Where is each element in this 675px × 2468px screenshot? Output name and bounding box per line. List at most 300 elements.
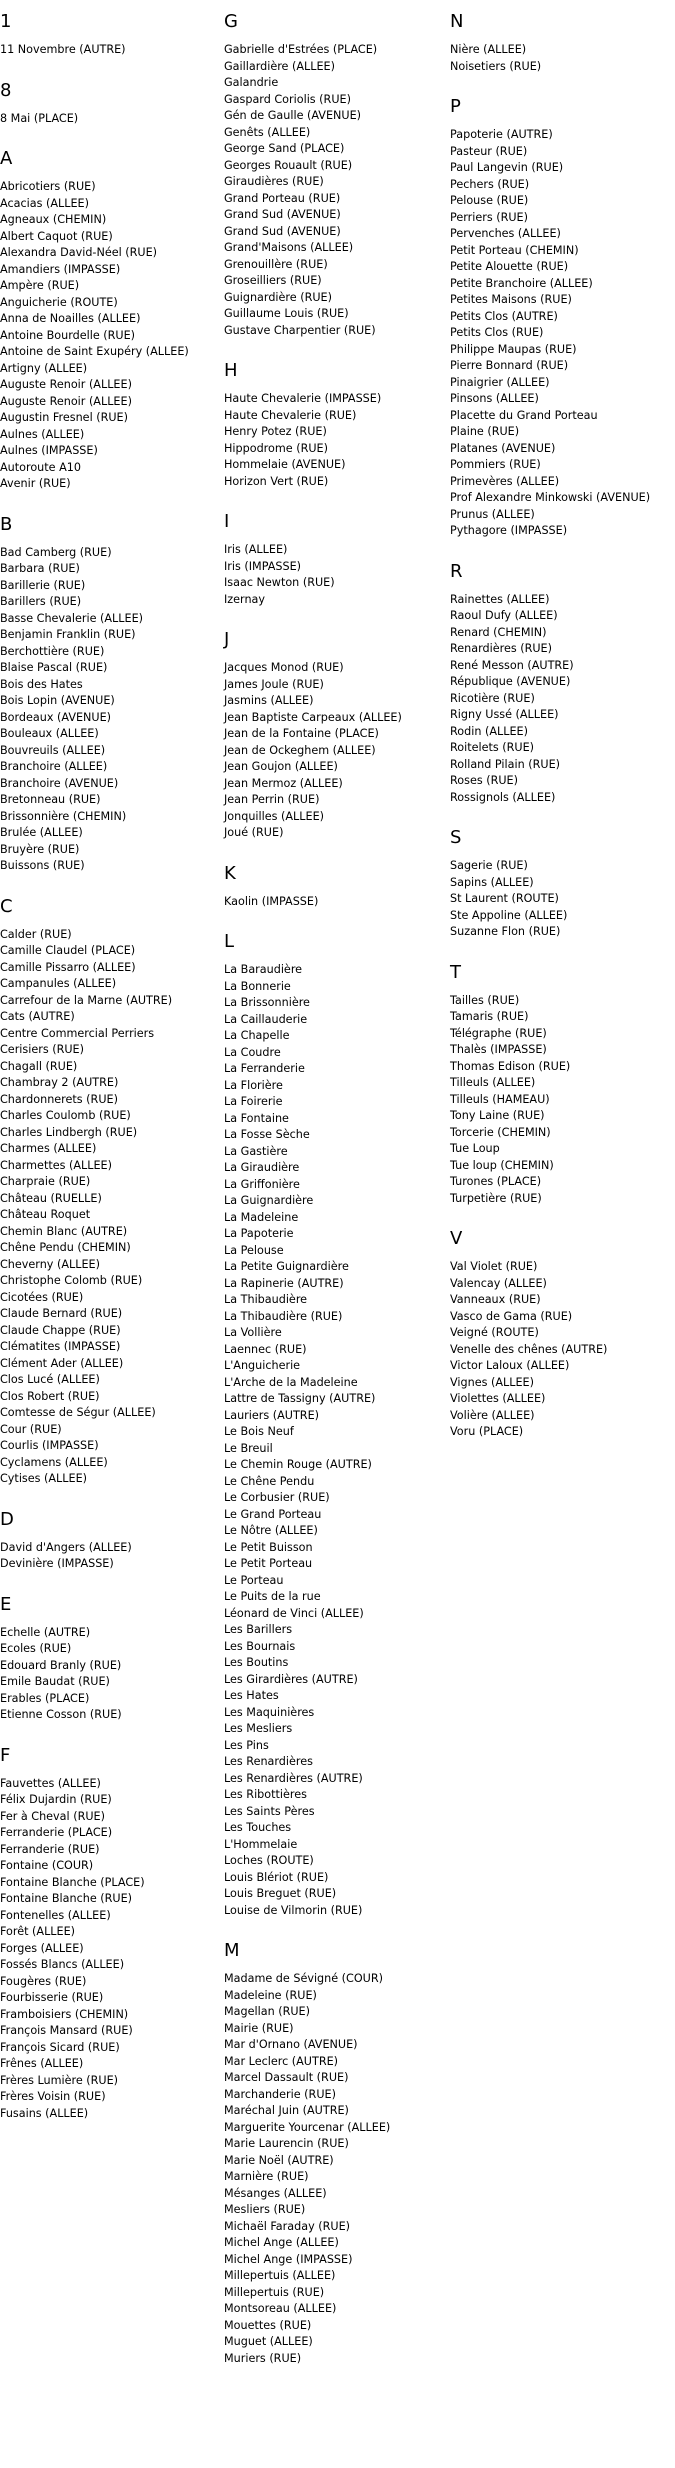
street-item: Mouettes (RUE)	[224, 2318, 312, 2332]
section-heading: R	[450, 560, 463, 582]
letter-section	[224, 1941, 446, 2367]
street-item: Izernay	[224, 592, 266, 606]
street-item: Cicotées (RUE)	[0, 1290, 84, 1304]
street-item: Frères Voisin (RUE)	[0, 2090, 106, 2103]
street-item: Echelle (AUTRE)	[0, 1625, 91, 1639]
street-item: Framboisiers (CHEMIN)	[0, 2007, 129, 2021]
street-item: Benjamin Franklin (RUE)	[0, 628, 136, 641]
street-item: Augustin Fresnel (RUE)	[0, 411, 128, 424]
street-item: Blaise Pascal (RUE)	[0, 661, 108, 674]
street-item: Jean Mermoz (ALLEE)	[224, 776, 343, 790]
street-item: La Fosse Sèche	[224, 1128, 310, 1141]
street-item: Forêt (ALLEE)	[0, 1925, 76, 1938]
street-item: Erables (PLACE)	[0, 1691, 90, 1705]
street-item: Muriers (RUE)	[224, 2351, 302, 2365]
street-item: Gaspard Coriolis (RUE)	[224, 92, 351, 106]
street-item: Mesliers (RUE)	[224, 2203, 306, 2216]
street-item: Bois Lopin (AVENUE)	[0, 694, 115, 707]
street-item: Sapins (ALLEE)	[450, 875, 534, 889]
street-item: Marnière (RUE)	[224, 2170, 309, 2183]
street-item: La Florière	[224, 1078, 283, 1092]
street-item: Le Breuil	[224, 1441, 273, 1455]
street-item: Georges Rouault (RUE)	[224, 158, 353, 172]
street-item: Marie Laurencin (RUE)	[224, 2137, 349, 2150]
section-heading: M	[224, 1940, 240, 1961]
street-item: Buissons (RUE)	[0, 859, 85, 872]
street-item: Montsoreau (ALLEE)	[224, 2302, 337, 2315]
street-item: Galandrie	[224, 76, 279, 89]
street-item: Volière (ALLEE)	[450, 1408, 535, 1422]
street-item: Maréchal Juin (AUTRE)	[224, 2104, 349, 2117]
street-item: La Caillauderie	[224, 1012, 308, 1026]
letter-section	[224, 361, 446, 490]
street-item: René Messon (AUTRE)	[450, 658, 574, 672]
street-item: L'Arche de la Madeleine	[224, 1375, 358, 1389]
letter-section	[0, 1746, 222, 2123]
letter-section	[0, 81, 222, 128]
section-heading: V	[450, 1228, 463, 1249]
street-item: Mar d'Ornano (AVENUE)	[224, 2038, 358, 2051]
street-item: Hippodrome (RUE)	[224, 441, 328, 455]
street-item: Iris (ALLEE)	[224, 543, 288, 556]
street-item: Anguicherie (ROUTE)	[0, 295, 118, 309]
street-item: Aulnes (ALLEE)	[0, 427, 85, 441]
street-item: Plaine (RUE)	[450, 425, 520, 438]
street-item: Le Puits de la rue	[224, 1590, 321, 1603]
street-item: Isaac Newton (RUE)	[224, 576, 335, 589]
street-item: Grand'Maisons (ALLEE)	[224, 241, 354, 254]
street-item: Tamaris (RUE)	[450, 1010, 529, 1023]
street-item: Amandiers (IMPASSE)	[0, 262, 121, 276]
street-item: Jonquilles (ALLEE)	[224, 809, 325, 823]
street-item: Fontaine Blanche (RUE)	[0, 1892, 133, 1905]
street-item: Cheverny (ALLEE)	[0, 1257, 100, 1271]
street-item: Michaël Faraday (RUE)	[224, 2219, 351, 2233]
street-item: Centre Commercial Perriers	[0, 1026, 155, 1040]
street-item: Cats (AUTRE)	[0, 1010, 75, 1023]
street-item: Rossignols (ALLEE)	[450, 790, 556, 804]
street-item: Artigny (ALLEE)	[0, 361, 88, 375]
section-heading: K	[224, 862, 236, 884]
street-item: Iris (IMPASSE)	[224, 559, 302, 573]
street-item: Ste Appoline (ALLEE)	[450, 908, 568, 922]
section-heading: I	[224, 511, 230, 532]
street-item: 8 Mai (PLACE)	[0, 111, 79, 125]
street-item: Haute Chevalerie (RUE)	[224, 408, 357, 422]
section-heading: C	[0, 895, 13, 917]
street-item: Loches (ROUTE)	[224, 1854, 314, 1867]
street-item: Nière (ALLEE)	[450, 43, 527, 56]
street-item: Fusains (ALLEE)	[0, 2106, 89, 2120]
street-item: Les Bournais	[224, 1639, 296, 1653]
street-item: Roitelets (RUE)	[450, 741, 535, 754]
street-item: Torcerie (CHEMIN)	[450, 1125, 551, 1139]
street-item: Château Roquet	[0, 1208, 91, 1221]
street-item: Frères Lumière (RUE)	[0, 2073, 119, 2087]
street-item: Etienne Cosson (RUE)	[0, 1708, 122, 1721]
street-item: Berchottière (RUE)	[0, 644, 105, 658]
section-heading: S	[450, 827, 462, 848]
street-item: Tailles (RUE)	[450, 993, 520, 1007]
street-item: Antoine Bourdelle (RUE)	[0, 328, 136, 342]
street-item: Jasmins (ALLEE)	[224, 694, 314, 707]
street-item: Forges (ALLEE)	[0, 1941, 84, 1955]
street-item: Félix Dujardin (RUE)	[0, 1793, 112, 1806]
street-item: Le Chêne Pendu	[224, 1474, 315, 1488]
section-heading: J	[224, 629, 230, 650]
letter-section	[450, 562, 672, 807]
street-item: Fontenelles (ALLEE)	[0, 1908, 111, 1922]
street-item: Hommelaie (AVENUE)	[224, 458, 346, 471]
street-item: Turpetière (RUE)	[450, 1191, 542, 1205]
section-heading: 1	[0, 11, 12, 32]
section-heading: 8	[0, 79, 12, 101]
street-item: Chardonnerets (RUE)	[0, 1092, 118, 1106]
street-item: Platanes (AVENUE)	[450, 441, 556, 455]
street-item: Pythagore (IMPASSE)	[450, 524, 568, 537]
street-item: Paul Langevin (RUE)	[450, 161, 564, 174]
street-item: Jean de la Fontaine (PLACE)	[224, 727, 379, 740]
street-item: Camille Pissarro (ALLEE)	[0, 960, 136, 974]
street-item: Auguste Renoir (ALLEE)	[0, 394, 132, 408]
street-item: Edouard Branly (RUE)	[0, 1658, 122, 1672]
street-item: La Bonnerie	[224, 979, 291, 993]
street-item: Millepertuis (ALLEE)	[224, 2269, 336, 2282]
letter-section	[0, 149, 222, 493]
street-item: Vasco de Gama (RUE)	[450, 1309, 573, 1323]
street-item: Clément Ader (ALLEE)	[0, 1356, 124, 1370]
street-index-column-3	[450, 0, 672, 1463]
street-item: Brulée (ALLEE)	[0, 826, 83, 839]
street-item: Tue Loup	[450, 1142, 500, 1155]
street-item: Aulnes (IMPASSE)	[0, 444, 98, 457]
section-heading: A	[0, 148, 13, 169]
street-item: Petits Clos (AUTRE)	[450, 309, 558, 323]
street-item: L'Hommelaie	[224, 1837, 298, 1851]
street-item: Guignardière (RUE)	[224, 290, 332, 304]
street-item: Val Violet (RUE)	[450, 1260, 538, 1273]
street-item: Groseilliers (RUE)	[224, 274, 322, 287]
street-item: Millepertuis (RUE)	[224, 2285, 325, 2299]
street-item: Charles Coulomb (RUE)	[0, 1109, 131, 1122]
street-item: Fauvettes (ALLEE)	[0, 1776, 101, 1790]
street-item: François Sicard (RUE)	[0, 2040, 120, 2054]
street-item: Tony Laine (RUE)	[450, 1109, 545, 1122]
street-item: Louise de Vilmorin (RUE)	[224, 1903, 363, 1917]
section-heading: L	[224, 931, 235, 952]
street-item: Barillerie (RUE)	[0, 578, 86, 592]
street-item: Raoul Dufy (ALLEE)	[450, 609, 558, 622]
street-item: Le Bois Neuf	[224, 1425, 294, 1438]
street-item: Jean Goujon (ALLEE)	[224, 760, 338, 773]
street-item: Barillers (RUE)	[0, 595, 82, 608]
street-item: Le Petit Porteau	[224, 1557, 313, 1570]
letter-section	[0, 515, 222, 875]
street-item: Bordeaux (AVENUE)	[0, 710, 112, 724]
street-item: Veigné (ROUTE)	[450, 1326, 539, 1339]
street-item: Marie Noël (AUTRE)	[224, 2153, 334, 2167]
letter-section	[224, 12, 446, 339]
street-item: Violettes (ALLEE)	[450, 1392, 546, 1405]
street-item: Ricotière (RUE)	[450, 691, 535, 705]
street-item: Mésanges (ALLEE)	[224, 2186, 327, 2200]
street-item: Pelouse (RUE)	[450, 194, 529, 207]
street-item: Charmes (ALLEE)	[0, 1142, 97, 1155]
street-item: 11 Novembre (AUTRE)	[0, 43, 126, 56]
street-item: Les Renardières	[224, 1755, 313, 1768]
street-item: Louis Breguet (RUE)	[224, 1887, 337, 1900]
street-item: Ecoles (RUE)	[0, 1642, 72, 1655]
street-item: Bouleaux (ALLEE)	[0, 727, 99, 740]
street-item: La Foirerie	[224, 1095, 283, 1108]
street-item: Thalès (IMPASSE)	[450, 1043, 547, 1056]
street-item: La Brissonnière	[224, 996, 310, 1009]
street-item: Anna de Noailles (ALLEE)	[0, 312, 141, 325]
street-item: Antoine de Saint Exupéry (ALLEE)	[0, 345, 189, 358]
street-item: Pinaigrier (ALLEE)	[450, 375, 550, 389]
street-item: Ferranderie (PLACE)	[0, 1826, 113, 1839]
street-item: Les Hates	[224, 1689, 279, 1702]
street-item: Comtesse de Ségur (ALLEE)	[0, 1406, 156, 1419]
street-item: Michel Ange (ALLEE)	[224, 2236, 339, 2249]
street-item: Charles Lindbergh (RUE)	[0, 1125, 138, 1139]
street-item: Devinière (IMPASSE)	[0, 1557, 114, 1570]
street-item: Ferranderie (RUE)	[0, 1842, 100, 1856]
street-item: Clos Lucé (ALLEE)	[0, 1373, 100, 1386]
street-item: Magellan (RUE)	[224, 2005, 310, 2018]
street-item: Valencay (ALLEE)	[450, 1276, 547, 1290]
street-item: Chagall (RUE)	[0, 1059, 78, 1073]
section-heading: H	[224, 360, 238, 381]
street-item: Cour (RUE)	[0, 1422, 62, 1436]
letter-section	[224, 512, 446, 608]
section-heading: F	[0, 1744, 11, 1766]
street-index-column-1	[0, 0, 222, 2144]
street-item: Pommiers (RUE)	[450, 458, 541, 471]
street-item: Tue loup (CHEMIN)	[450, 1158, 554, 1172]
street-item: Les Mesliers	[224, 1722, 293, 1735]
letter-section	[224, 864, 446, 911]
street-item: Renardières (RUE)	[450, 642, 552, 655]
street-item: Voru (PLACE)	[450, 1425, 524, 1438]
street-item: Léonard de Vinci (ALLEE)	[224, 1606, 364, 1620]
street-item: Philippe Maupas (RUE)	[450, 342, 577, 356]
street-item: La Gastière	[224, 1144, 288, 1158]
street-item: Le Porteau	[224, 1573, 284, 1587]
street-item: La Petite Guignardière	[224, 1260, 349, 1273]
street-item: La Baraudière	[224, 963, 303, 976]
street-item: Clos Robert (RUE)	[0, 1389, 100, 1403]
section-heading: P	[450, 96, 461, 117]
street-item: Gén de Gaulle (AVENUE)	[224, 109, 362, 122]
street-item: Le Chemin Rouge (AUTRE)	[224, 1458, 372, 1471]
street-item: Claude Chappe (RUE)	[0, 1323, 121, 1337]
street-item: Les Barillers	[224, 1623, 293, 1636]
street-item: Fontaine Blanche (PLACE)	[0, 1875, 145, 1889]
section-heading: D	[0, 1508, 14, 1530]
street-item: Petite Branchoire (ALLEE)	[450, 276, 593, 290]
street-item: La Papoterie	[224, 1227, 294, 1240]
street-item: La Guignardière	[224, 1194, 314, 1207]
street-item: Chemin Blanc (AUTRE)	[0, 1224, 128, 1238]
street-item: Chambray 2 (AUTRE)	[0, 1076, 119, 1089]
street-item: Roses (RUE)	[450, 774, 518, 787]
street-item: Les Renardières (AUTRE)	[224, 1771, 363, 1785]
street-item: Bretonneau (RUE)	[0, 793, 101, 806]
street-item: La Thibaudière (RUE)	[224, 1309, 343, 1323]
section-heading: B	[0, 513, 13, 535]
street-item: Fossés Blancs (ALLEE)	[0, 1958, 125, 1971]
street-item: Grenouillère (RUE)	[224, 257, 328, 271]
street-item: Grand Porteau (RUE)	[224, 191, 341, 205]
street-item: Petites Maisons (RUE)	[450, 293, 572, 306]
street-item: Genêts (ALLEE)	[224, 125, 311, 139]
street-item: Les Boutins	[224, 1656, 289, 1669]
street-item: Vignes (ALLEE)	[450, 1375, 534, 1389]
street-item: La Rapinerie (AUTRE)	[224, 1276, 344, 1290]
street-item: Horizon Vert (RUE)	[224, 474, 329, 488]
street-index-column-2	[224, 0, 446, 2389]
street-item: La Ferranderie	[224, 1062, 305, 1075]
street-item: La Pelouse	[224, 1243, 284, 1257]
letter-section	[224, 630, 446, 842]
letter-section	[450, 963, 672, 1208]
street-item: Prunus (ALLEE)	[450, 507, 535, 521]
street-item: Campanules (ALLEE)	[0, 977, 117, 990]
letter-section	[450, 1229, 672, 1441]
street-item: Kaolin (IMPASSE)	[224, 894, 319, 908]
street-item: Gaillardière (ALLEE)	[224, 59, 335, 73]
street-item: La Chapelle	[224, 1029, 290, 1042]
street-item: Rodin (ALLEE)	[450, 724, 528, 738]
street-item: Petit Porteau (CHEMIN)	[450, 243, 579, 257]
street-item: Calder (RUE)	[0, 927, 72, 941]
street-item: David d'Angers (ALLEE)	[0, 1540, 132, 1554]
street-item: Placette du Grand Porteau	[450, 408, 598, 422]
street-item: La Coudre	[224, 1045, 281, 1059]
street-item: Pinsons (ALLEE)	[450, 392, 539, 405]
street-item: Mairie (RUE)	[224, 2021, 294, 2035]
street-item: Victor Laloux (ALLEE)	[450, 1359, 570, 1372]
street-item: La Griffonière	[224, 1177, 300, 1191]
street-item: Bad Camberg (RUE)	[0, 545, 112, 559]
letter-section	[0, 1510, 222, 1573]
street-item: Bruyère (RUE)	[0, 842, 80, 856]
street-item: Branchoire (AVENUE)	[0, 776, 119, 790]
street-item: Louis Blériot (RUE)	[224, 1870, 329, 1884]
street-item: Christophe Colomb (RUE)	[0, 1274, 143, 1287]
street-item: Les Ribottières	[224, 1788, 307, 1801]
street-item: Guillaume Louis (RUE)	[224, 307, 349, 320]
street-item: Le Petit Buisson	[224, 1540, 313, 1554]
street-item: Charmettes (ALLEE)	[0, 1158, 112, 1172]
street-item: Emile Baudat (RUE)	[0, 1675, 110, 1688]
street-item: Haute Chevalerie (IMPASSE)	[224, 392, 382, 405]
street-item: Agneaux (CHEMIN)	[0, 213, 107, 226]
street-item: Le Corbusier (RUE)	[224, 1491, 330, 1504]
street-item: La Giraudière	[224, 1161, 300, 1174]
street-item: Rainettes (ALLEE)	[450, 592, 550, 606]
street-item: St Laurent (ROUTE)	[450, 892, 559, 905]
street-item: Les Girardières (AUTRE)	[224, 1672, 358, 1686]
letter-section	[0, 12, 222, 59]
street-item: Bouvreuils (ALLEE)	[0, 743, 106, 757]
street-item: Perriers (RUE)	[450, 210, 528, 224]
letter-section	[0, 897, 222, 1488]
street-item: Grand Sud (AVENUE)	[224, 224, 341, 238]
street-item: Jean de Ockeghem (ALLEE)	[224, 743, 376, 757]
street-item: Auguste Renoir (ALLEE)	[0, 378, 132, 391]
street-item: Tilleuls (HAMEAU)	[450, 1092, 550, 1106]
street-item: Jean Perrin (RUE)	[224, 793, 320, 806]
street-item: République (AVENUE)	[450, 675, 571, 688]
letter-section	[450, 12, 672, 75]
street-item: Télégraphe (RUE)	[450, 1026, 547, 1040]
street-item: Le Grand Porteau	[224, 1507, 322, 1521]
street-item: Rolland Pilain (RUE)	[450, 757, 561, 771]
street-item: Avenir (RUE)	[0, 477, 71, 490]
street-item: Grand Sud (AVENUE)	[224, 208, 341, 221]
street-item: Pechers (RUE)	[450, 177, 530, 191]
street-item: Abricotiers (RUE)	[0, 180, 96, 193]
street-item: Muguet (ALLEE)	[224, 2335, 313, 2348]
street-item: Alexandra David-Néel (RUE)	[0, 246, 158, 259]
street-item: Camille Claudel (PLACE)	[0, 944, 136, 957]
street-item: Bois des Hates	[0, 677, 83, 691]
street-item: Ampère (RUE)	[0, 279, 80, 292]
street-item: Mar Leclerc (AUTRE)	[224, 2054, 339, 2068]
street-item: Carrefour de la Marne (AUTRE)	[0, 993, 173, 1007]
street-item: Frênes (ALLEE)	[0, 2057, 84, 2070]
street-item: Noisetiers (RUE)	[450, 59, 542, 73]
street-item: Les Pins	[224, 1738, 269, 1752]
street-item: Cerisiers (RUE)	[0, 1043, 84, 1056]
street-item: Fougères (RUE)	[0, 1974, 87, 1988]
street-item: Le Nôtre (ALLEE)	[224, 1524, 318, 1537]
street-item: George Sand (PLACE)	[224, 142, 345, 155]
street-item: Marcel Dassault (RUE)	[224, 2071, 349, 2084]
street-item: Basse Chevalerie (ALLEE)	[0, 611, 144, 625]
street-item: Turones (PLACE)	[450, 1175, 542, 1188]
street-item: Clématites (IMPASSE)	[0, 1340, 121, 1353]
street-item: Pierre Bonnard (RUE)	[450, 359, 569, 372]
street-item: Les Touches	[224, 1821, 292, 1834]
street-item: Lauriers (AUTRE)	[224, 1408, 320, 1422]
street-item: Prof Alexandre Minkowski (AVENUE)	[450, 491, 651, 504]
letter-section	[450, 828, 672, 941]
street-item: Les Maquinières	[224, 1705, 315, 1719]
street-item: La Fontaine	[224, 1111, 289, 1125]
street-item: Joué (RUE)	[224, 826, 284, 839]
letter-section	[450, 97, 672, 540]
street-item: Petite Alouette (RUE)	[450, 260, 569, 273]
section-heading: G	[224, 11, 238, 32]
street-item: Laennec (RUE)	[224, 1342, 307, 1356]
street-item: Rigny Ussé (ALLEE)	[450, 708, 559, 721]
letter-section	[224, 932, 446, 1919]
street-item: James Joule (RUE)	[224, 677, 324, 691]
street-item: Château (RUELLE)	[0, 1191, 102, 1205]
street-item: Michel Ange (IMPASSE)	[224, 2252, 353, 2266]
street-item: François Mansard (RUE)	[0, 2024, 133, 2037]
street-item: Branchoire (ALLEE)	[0, 760, 108, 773]
street-item: La Thibaudière	[224, 1293, 308, 1306]
street-item: Thomas Edison (RUE)	[450, 1059, 571, 1073]
street-item: La Vollière	[224, 1326, 282, 1339]
street-item: Cyclamens (ALLEE)	[0, 1455, 108, 1469]
street-item: Primevères (ALLEE)	[450, 474, 560, 488]
street-item: Marguerite Yourcenar (ALLEE)	[224, 2120, 391, 2134]
